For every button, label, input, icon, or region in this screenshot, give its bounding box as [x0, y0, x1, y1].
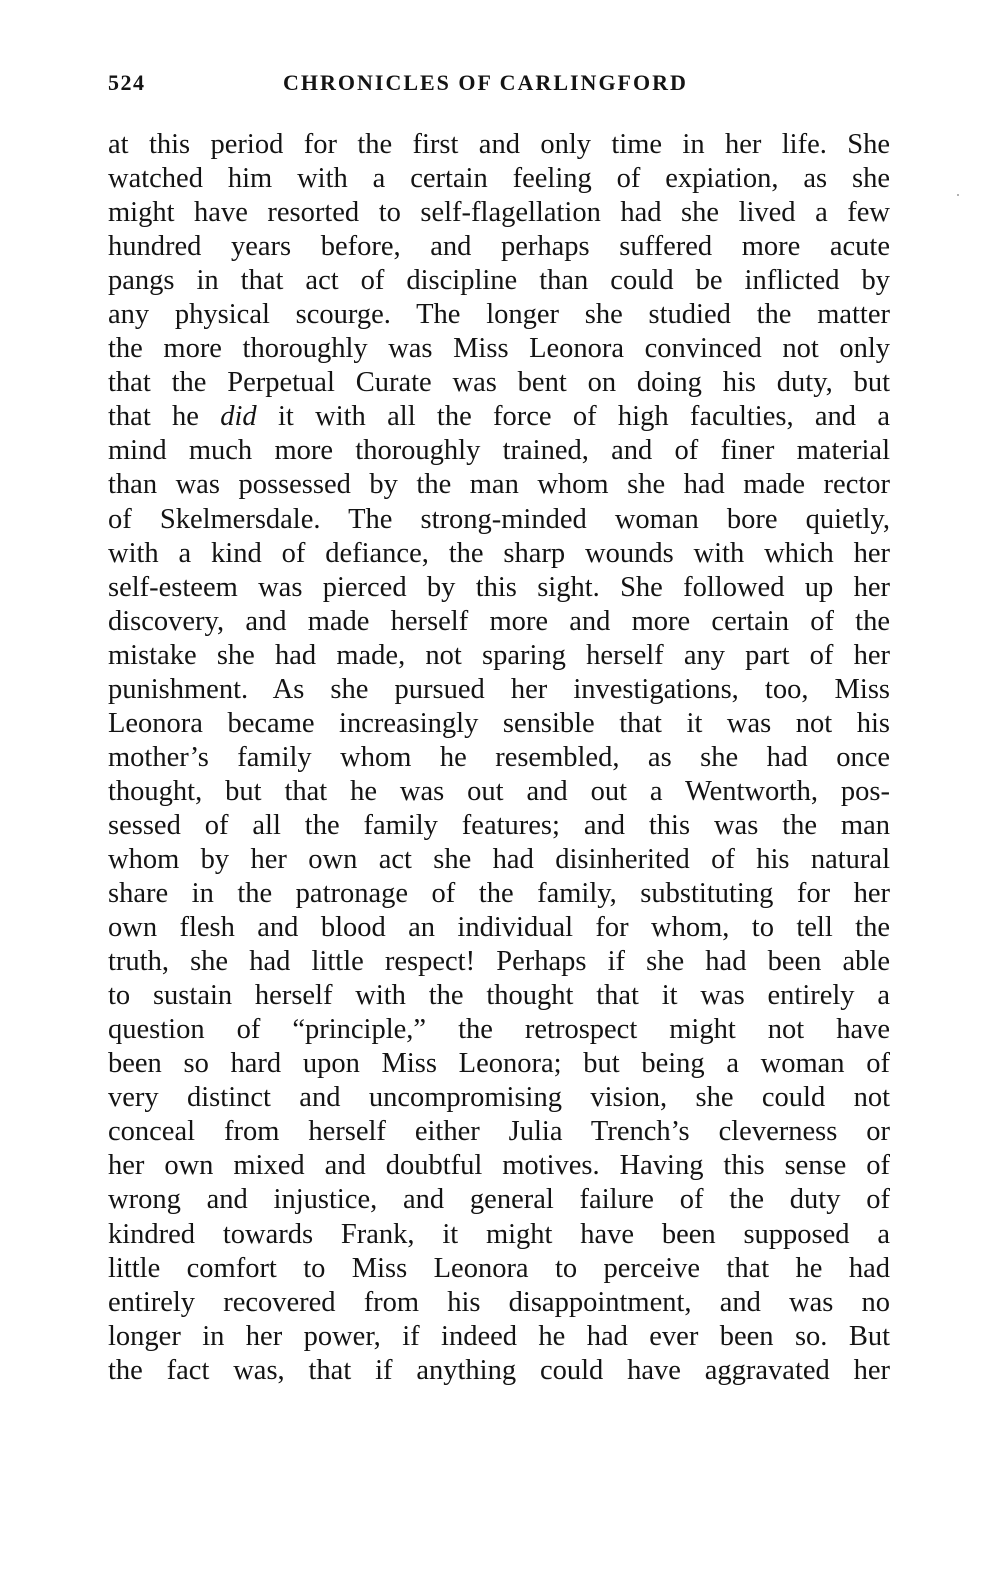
text-segment: hundred years before, and perhaps suffered more acute	[108, 231, 890, 263]
text-segment: been so hard upon Miss Leonora; but being a woman of	[108, 1048, 890, 1080]
running-title: CHRONICLES OF CARLINGFORD	[283, 70, 688, 95]
text-line	[108, 809, 890, 843]
text-segment: Leonora became increasingly sensible that it was not his	[108, 707, 890, 739]
text-segment: thought, but that he was out and out a Wentworth, pos-	[108, 775, 890, 807]
text-line	[108, 571, 890, 605]
text-line	[108, 1047, 890, 1081]
page-number: 524	[108, 70, 146, 95]
text-line	[108, 1218, 890, 1252]
text-segment: might have resorted to self-flagellation had she lived a few	[108, 197, 890, 229]
text-segment: discovery, and made herself more and more certain of the	[108, 605, 890, 637]
text-segment: the more thoroughly was Miss Leonora convinced not only	[108, 333, 890, 365]
text-line	[108, 537, 890, 571]
text-line	[108, 1252, 890, 1286]
text-segment: of Skelmersdale. The strong-minded woman bore quietly,	[108, 503, 890, 535]
text-line	[108, 1183, 890, 1217]
text-segment: watched him with a certain feeling of expiation, as she	[108, 163, 890, 195]
text-line	[108, 434, 890, 468]
text-segment: conceal from herself either Julia Trench’s cleverness or	[108, 1116, 890, 1148]
text-line	[108, 1286, 890, 1320]
text-segment: sessed of all the family features; and this was the man	[108, 809, 890, 841]
text-segment: own flesh and blood an individual for whom, to tell the	[108, 912, 890, 944]
text-segment: to sustain herself with the thought that it was entirely a	[108, 980, 890, 1012]
text-line	[108, 843, 890, 877]
text-segment: very distinct and uncompromising vision, she could not	[108, 1082, 890, 1114]
text-line	[108, 503, 890, 537]
running-head	[108, 70, 888, 106]
text-segment: entirely recovered from his disappointment, and was no	[108, 1286, 890, 1318]
text-segment: question of “principle,” the retrospect might not have	[108, 1014, 890, 1046]
text-line	[108, 1013, 890, 1047]
emphasis-word: did	[220, 401, 257, 433]
text-line	[108, 605, 890, 639]
text-segment: mistake she had made, not sparing herself any part of her	[108, 639, 890, 671]
text-segment: the fact was, that if anything could have aggravated her	[108, 1354, 890, 1386]
text-segment: than was possessed by the man whom she had made rector	[108, 469, 890, 501]
text-line	[108, 1320, 890, 1354]
text-line	[108, 1115, 890, 1149]
text-line	[108, 1354, 890, 1388]
text-line	[108, 979, 890, 1013]
text-segment: mother’s family whom he resembled, as she had once	[108, 741, 890, 773]
text-segment: kindred towards Frank, it might have been supposed a	[108, 1218, 890, 1250]
text-line	[108, 128, 890, 162]
text-line	[108, 945, 890, 979]
body-text	[108, 128, 890, 1388]
text-segment: any physical scourge. The longer she studied the matter	[108, 299, 890, 331]
text-line	[108, 196, 890, 230]
text-segment: it with all the force of high faculties, and a	[256, 401, 890, 433]
text-line	[108, 1149, 890, 1183]
text-segment: whom by her own act she had disinherited of his natural	[108, 843, 890, 875]
text-segment: wrong and injustice, and general failure of the duty of	[108, 1184, 890, 1216]
text-line	[108, 911, 890, 945]
text-line	[108, 162, 890, 196]
text-line	[108, 639, 890, 673]
text-line	[108, 707, 890, 741]
text-line	[108, 366, 890, 400]
text-line	[108, 400, 890, 434]
text-segment: with a kind of defiance, the sharp wounds with which her	[108, 537, 890, 569]
text-line	[108, 775, 890, 809]
text-line	[108, 230, 890, 264]
text-segment: longer in her power, if indeed he had ever been so. But	[108, 1320, 890, 1352]
text-segment: her own mixed and doubtful motives. Having this sense of	[108, 1150, 890, 1182]
text-line	[108, 298, 890, 332]
text-line	[108, 264, 890, 298]
text-line	[108, 673, 890, 707]
text-line	[108, 877, 890, 911]
scan-speck	[957, 194, 959, 196]
text-segment: self-esteem was pierced by this sight. She followed up her	[108, 571, 890, 603]
text-segment: share in the patronage of the family, substituting for her	[108, 878, 890, 910]
text-line	[108, 741, 890, 775]
text-segment: little comfort to Miss Leonora to perceive that he had	[108, 1252, 890, 1284]
text-segment: punishment. As she pursued her investigations, too, Miss	[108, 673, 890, 705]
text-segment: truth, she had little respect! Perhaps if she had been able	[108, 946, 890, 978]
text-segment: that he	[108, 401, 221, 433]
text-line	[108, 468, 890, 502]
text-segment: that the Perpetual Curate was bent on doing his duty, but	[108, 367, 890, 399]
text-segment: at this period for the first and only time in her life. She	[108, 129, 890, 160]
text-segment: pangs in that act of discipline than could be inflicted by	[108, 265, 890, 297]
text-line	[108, 1081, 890, 1115]
text-segment: mind much more thoroughly trained, and of finer material	[108, 435, 890, 467]
text-line	[108, 332, 890, 366]
